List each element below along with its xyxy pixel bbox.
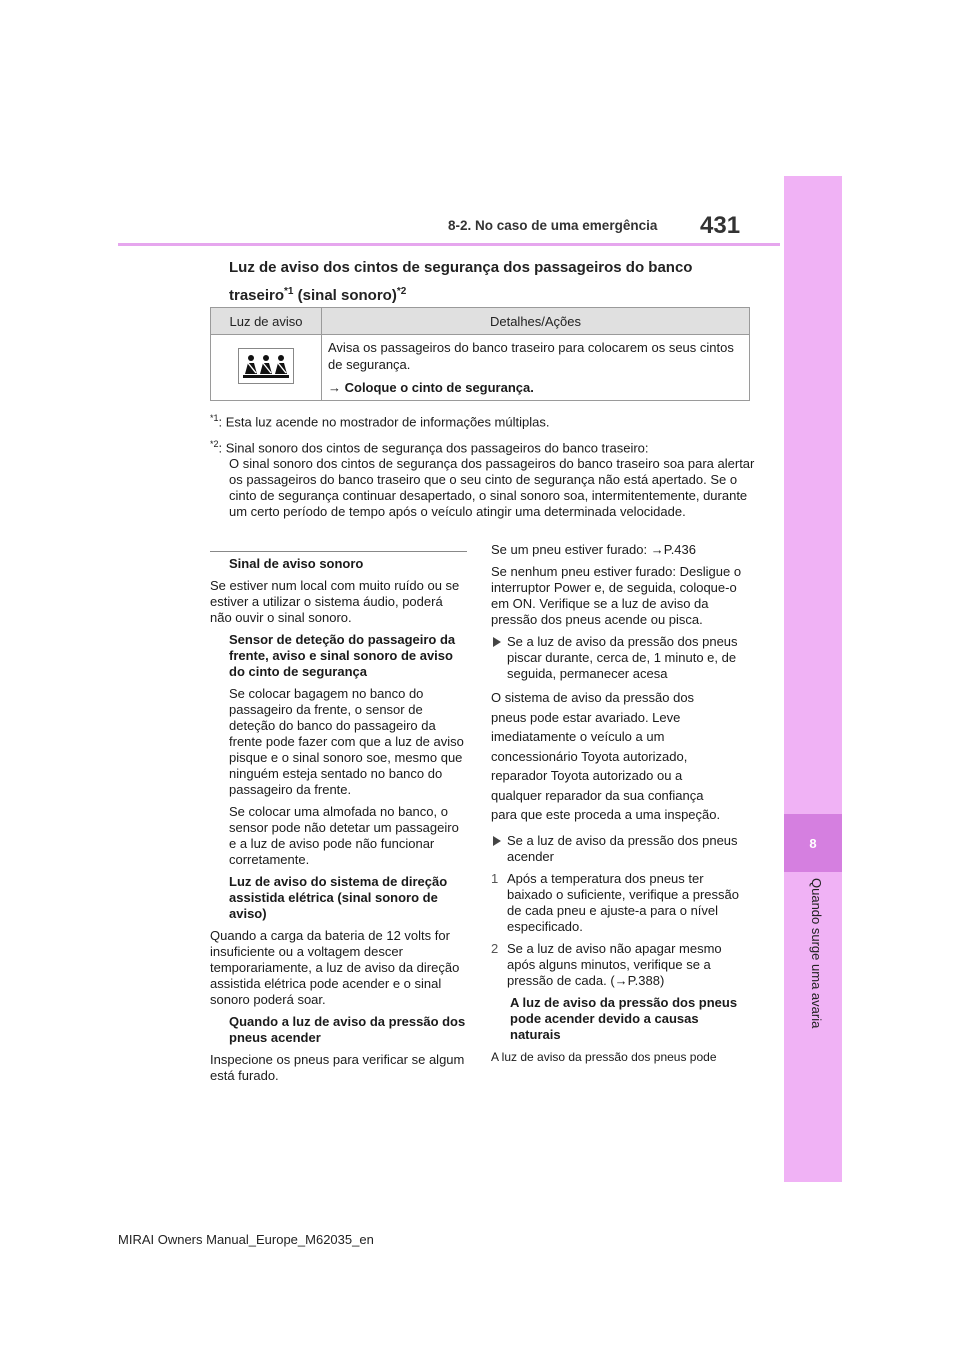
footnote-2: [210, 436, 755, 520]
step-2-number: 2: [491, 940, 499, 956]
detail-text: Avisa os passageiros do banco traseiro para colocarem os seus cintos de segurança.: [328, 340, 734, 372]
malfunction-line-7: para que este proceda a uma inspeção.: [491, 807, 721, 822]
table-header-row: [211, 308, 750, 335]
heading-tire-pressure: Quando a luz de aviso da pressão dos pneus acender: [229, 1014, 466, 1045]
page-footer: MIRAI Owners Manual_Europe_M62035_en: [118, 1232, 374, 1247]
section-title: 8-2. No caso de uma emergência: [448, 218, 658, 233]
icon-cell: [211, 335, 322, 401]
left-column: [210, 556, 467, 1090]
paragraph-eps-warning: Quando a carga da bateria de 12 volts for insuficiente ou a voltagem descer temporariamente, a luz de aviso da direção assistida elétrica pode acender e o sinal sonoro poderá soar.: [210, 928, 460, 1007]
paragraph-natural-causes: A luz de aviso da pressão dos pneus pode: [491, 1049, 717, 1064]
table-row: [211, 335, 750, 401]
paragraph-tire-pressure: Inspecione os pneus para verificar se algum está furado.: [210, 1052, 465, 1083]
heading-natural-causes: A luz de aviso da pressão dos pneus pode acender devido a causas naturais: [510, 994, 738, 1042]
chapter-title: Quando surge uma avaria: [809, 878, 824, 1029]
footnote-2-mark: *2: [210, 439, 219, 449]
paragraph-passenger-sensor-1: Se colocar bagagem no banco do passageiro da frente, o sensor de deteção do banco do passageiro da frente pode fazer com que a luz de aviso pisque e o sinal sonoro soe, mesmo que ninguém esteja sentado no banco do passageiro da frente.: [229, 686, 464, 797]
table-header-details: Detalhes/Ações: [322, 308, 750, 335]
table-header-light: Luz de aviso: [211, 308, 322, 335]
step-1-number: 1: [491, 870, 499, 886]
paragraph-no-flat-tire: Se nenhum pneu estiver furado: Desligue o interruptor Power e, de seguida, coloque-o em ON. Verifique se a luz de aviso da pressão dos pneus acende ou pisca.: [491, 564, 742, 627]
header-rule: [118, 243, 780, 246]
malfunction-line-2: pneus pode estar avariado. Leve: [491, 709, 681, 725]
step-2-text: Se a luz de aviso não apagar mesmo após alguns minutos, verifique se a pressão de cada. (→P.388): [507, 940, 722, 988]
paragraph-flat-tire: Se um pneu estiver furado: →P.436: [491, 542, 696, 557]
list-item-flashing: Se a luz de aviso da pressão dos pneus piscar durante, cerca de, 1 minuto e, de seguida, permanecer acesa: [491, 634, 751, 682]
heading-text-a: traseiro: [229, 287, 285, 304]
footnote-1-mark: *1: [210, 413, 219, 423]
action-text: → Coloque o cinto de segurança.: [328, 380, 534, 395]
footnote-1-text: : Esta luz acende no mostrador de informações múltiplas.: [218, 414, 550, 430]
rear-seatbelt-warning-icon: [238, 348, 294, 384]
list-item-lights-up: Se a luz de aviso da pressão dos pneus acender: [491, 833, 751, 865]
malfunction-line-5: reparador Toyota autorizado ou a: [491, 768, 683, 783]
right-column: [491, 542, 751, 1071]
heading-eps-warning: Luz de aviso do sistema de direção assistida elétrica (sinal sonoro de aviso): [229, 874, 448, 921]
chapter-number: 8: [809, 835, 817, 851]
numbered-step-2: [491, 941, 751, 989]
main-heading: [229, 256, 769, 308]
malfunction-line-3: imediatamente o veículo a um: [491, 729, 665, 744]
paragraph-system-malfunction: [491, 688, 751, 825]
footnote-2-text-a: : Sinal sonoro dos cintos de segurança dos passageiros do banco traseiro:: [218, 440, 649, 456]
malfunction-line-1: O sistema de aviso da pressão dos: [491, 690, 695, 705]
chapter-number-box: [784, 814, 842, 872]
page-number: 431: [700, 212, 741, 239]
malfunction-line-6: qualquer reparador da sua confiança: [491, 787, 704, 803]
heading-text-b: (sinal sonoro): [293, 287, 397, 304]
heading-line-2: [229, 280, 769, 308]
details-cell: [322, 335, 750, 401]
heading-passenger-sensor: Sensor de deteção do passageiro da frente, aviso e sinal sonoro de aviso do cinto de segurança: [229, 632, 456, 679]
paragraph-passenger-sensor-2: Se colocar uma almofada no banco, o sensor pode não detetar um passageiro e a luz de aviso pode não funcionar corretamente.: [229, 804, 459, 867]
footnote-2-text-b: O sinal sonoro dos cintos de segurança dos passageiros do banco traseiro soa para alertar os passageiros do banco traseiro que o seu cinto de segurança não está apertado. Se o cinto de segurança continuar desapertado, o sinal sonoro soa, intermitentemente, durante um certo período de tempo após o veículo atingir uma determinada velocidade.: [229, 456, 755, 520]
malfunction-line-4: concessionário Toyota autorizado,: [491, 748, 688, 764]
heading-sup-2: *2: [396, 286, 407, 297]
heading-line-1: Luz de aviso dos cintos de segurança dos passageiros do banco: [229, 259, 693, 276]
numbered-step-1: [491, 871, 751, 935]
heading-warning-buzzer: Sinal de aviso sonoro: [229, 556, 364, 571]
column-rule: [210, 551, 467, 552]
heading-sup-1: *1: [284, 286, 294, 297]
paragraph-warning-buzzer: Se estiver num local com muito ruído ou se estiver a utilizar o sistema áudio, poderá não ouvir o sinal sonoro.: [210, 578, 460, 625]
step-1-text: Após a temperatura dos pneus ter baixado o suficiente, verifique a pressão de cada pneu e ajuste-a para o nível especificado.: [507, 870, 739, 934]
warning-light-table: [210, 307, 750, 401]
footnote-1: [210, 410, 755, 430]
